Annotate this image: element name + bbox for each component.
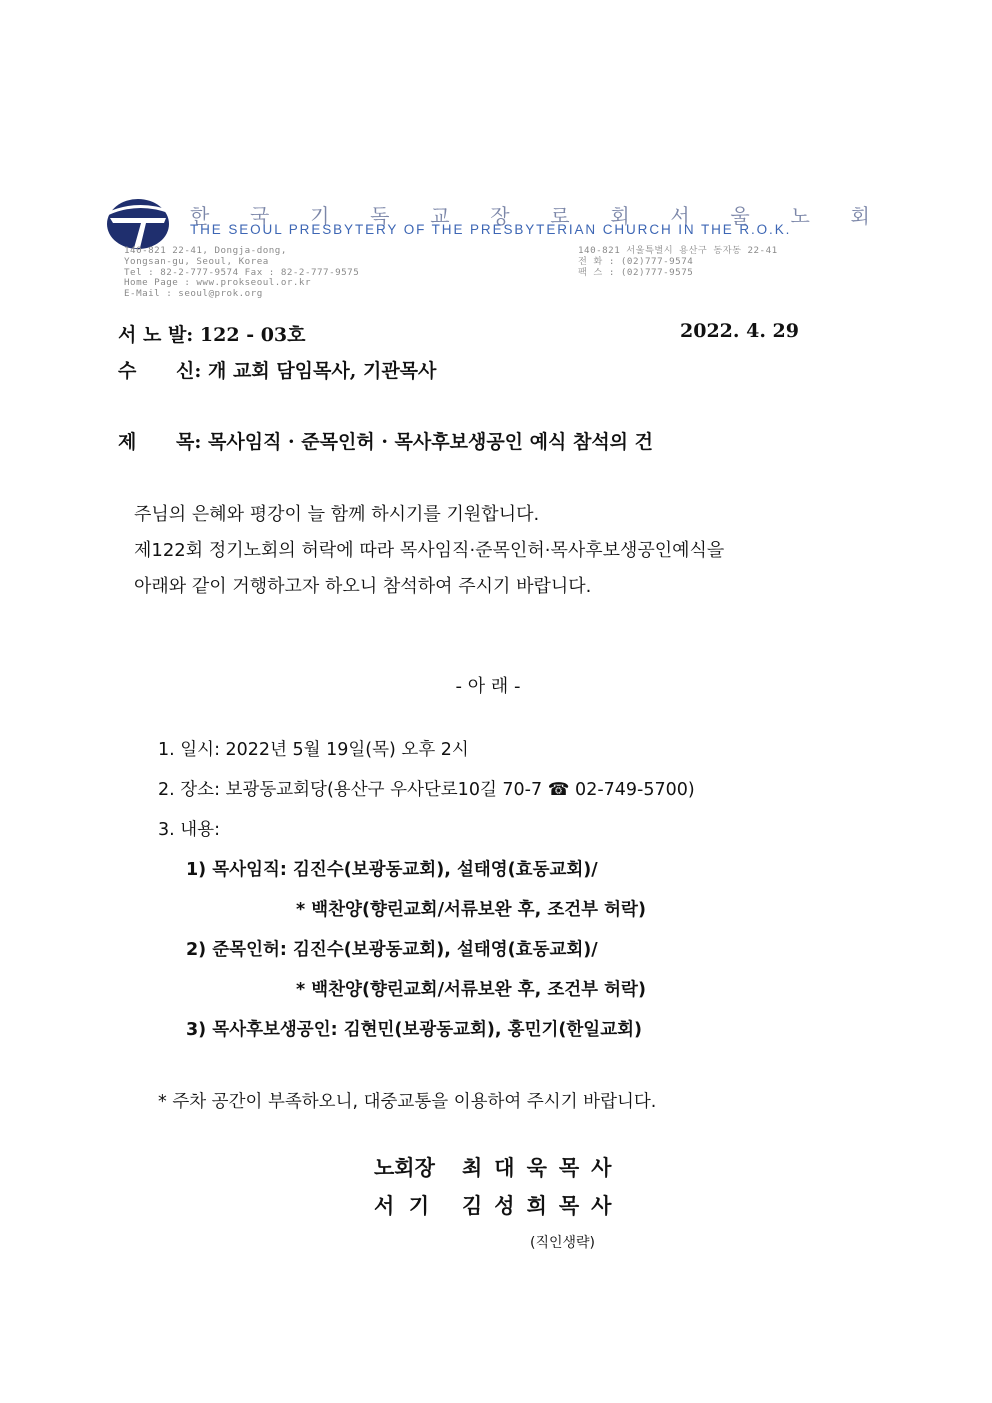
org-name-char: 서	[670, 204, 690, 228]
document-number: 서 노 발: 122 - 03호	[118, 324, 306, 346]
recipient-line: 수 신: 개 교회 담임목사, 기관목사	[118, 360, 437, 382]
detail-item-content: 3. 내용:	[158, 820, 220, 840]
signature-role: 노회장	[374, 1155, 435, 1180]
org-name-char: 교	[430, 204, 450, 228]
detail-item-place: 2. 장소: 보광동교회당(용산구 우사단로10길 70-7 ☎ 02-749-5700)	[158, 780, 695, 800]
body-paragraph: 제122회 정기노회의 허락에 따라 목사임직·준목인허·목사후보생공인예식을	[134, 540, 725, 561]
body-paragraph: 아래와 같이 거행하고자 하오니 참석하여 주시기 바랍니다.	[134, 576, 592, 597]
section-title: - 아 래 -	[455, 676, 521, 697]
content-ordination-note: * 백찬양(향린교회/서류보완 후, 조건부 허락)	[296, 900, 646, 920]
signature-clerk	[374, 1190, 623, 1220]
address-line: E-Mail : seoul@prok.org	[124, 288, 263, 300]
org-name-char: 회	[610, 204, 630, 228]
seal-omitted-note: (직인생략)	[530, 1235, 596, 1251]
org-name-char: 울	[730, 204, 750, 228]
address-line: 140-821 22-41, Dongja-dong,	[124, 245, 287, 256]
content-candidate-recognition: 3) 목사후보생공인: 김현민(보광동교회), 홍민기(한일교회)	[186, 1020, 642, 1040]
content-ordination: 1) 목사임직: 김진수(보광동교회), 설태영(효동교회)/	[186, 860, 598, 880]
detail-item-date: 1. 일시: 2022년 5월 19일(목) 오후 2시	[158, 740, 469, 760]
signature-role: 서 기	[374, 1193, 430, 1218]
org-name-char: 기	[310, 204, 330, 228]
org-name-char: 독	[370, 204, 390, 228]
address-english	[124, 246, 359, 300]
org-name-char: 회	[850, 204, 870, 228]
document-date: 2022. 4. 29	[680, 320, 800, 342]
address-line: Home Page : www.prokseoul.or.kr	[124, 277, 311, 289]
org-name-char: 로	[550, 204, 570, 228]
signature-name: 김성희목사	[462, 1193, 624, 1218]
organization-name-english: THE SEOUL PRESBYTERY OF THE PRESBYTERIAN CHURCH IN THE R.O.K.	[190, 222, 792, 237]
address-line: 팩 스 : (02)777-9575	[578, 266, 694, 278]
org-name-char: 노	[790, 204, 810, 228]
address-line: Yongsan-gu, Seoul, Korea	[124, 255, 269, 267]
org-name-char: 한	[190, 204, 210, 228]
org-name-char: 장	[490, 204, 510, 228]
address-line: Tel : 82-2-777-9574 Fax : 82-2-777-9575	[124, 266, 360, 278]
parking-note: * 주차 공간이 부족하오니, 대중교통을 이용하여 주시기 바랍니다.	[158, 1092, 657, 1112]
signature-name: 최대욱목사	[462, 1155, 624, 1180]
address-line: 전 화 : (02)777-9574	[578, 255, 694, 267]
address-line: 140-821 서울특별시 용산구 동자동 22-41	[578, 245, 778, 256]
org-name-char: 국	[250, 204, 270, 228]
content-licensure: 2) 준목인허: 김진수(보광동교회), 설태영(효동교회)/	[186, 940, 598, 960]
body-paragraph: 주님의 은혜와 평강이 늘 함께 하시기를 기원합니다.	[134, 504, 540, 525]
address-korean	[578, 246, 778, 278]
signature-moderator	[374, 1152, 623, 1182]
content-licensure-note: * 백찬양(향린교회/서류보완 후, 조건부 허락)	[296, 980, 646, 1000]
subject-line: 제 목: 목사임직 · 준목인허 · 목사후보생공인 예식 참석의 건	[118, 431, 653, 453]
